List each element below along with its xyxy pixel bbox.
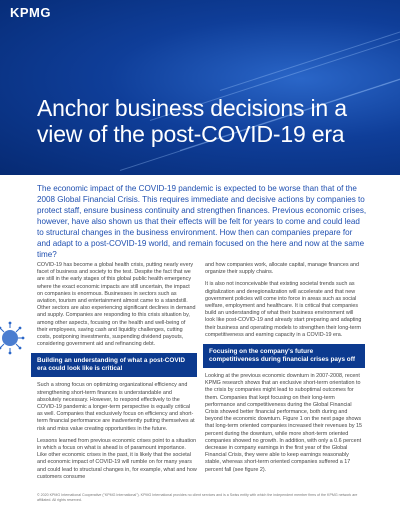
virus-illustration-icon: [0, 318, 32, 358]
right-paragraph-3: Looking at the previous economic downturn in 2007-2008, recent KPMG research shows that an exclusive short-term orientation to the crisis by companies might lead to suboptimal outcomes for them. Companies that kept focusing on their long-term performance and competitiveness during the Global Financial Crisis showed better financial performance, both during and beyond the economic downturn. Figure 1 on the next page shows that long-term oriented companies increased their revenues by 15 percent during the downturn, while more short-term oriented companies showed no growth. In addition, with only a 0.6 percent decrease in company earnings in the first year of the Global Financial Crisis, they were able to keep earnings reasonably stable, whereas short-term oriented companies suffered a 17 percent fall (see figure 2).: [205, 373, 363, 473]
copyright-footer: © 2020 KPMG International Cooperative ("KPMG International"). KPMG International provides no client services and is a Swiss entity with which the independent member firms of the KPMG network are affiliated. All rights reserved.: [37, 493, 358, 502]
right-paragraph-2: It is also not inconceivable that existing societal trends such as digitalization and deregionalization will accelerate and that new government policies will come into force in areas such as social welfare, employment and healthcare. It is critical that companies build an understanding of what their business environment will look like post-COVID-19 and already start preparing and adapting their business and operating models to strengthen their long-term competitiveness and earning capacity in a COVID-19 era.: [205, 281, 362, 338]
left-paragraph-3: Lessons learned from previous economic crises point to a situation in which a focus on what is ahead is of paramount importance. Like other economic crises in the past, it is likely that the societal and economic impact of COVID-19 will rumble on for many years and could lead to structural changes in, for example, what and how customers consume: [37, 437, 197, 480]
left-paragraph-2: Such a strong focus on optimizing organizational efficiency and strengthening short-term finances is understandable and absolutely necessary. However, to respond effectively to the COVID-19 pandemic a longer-term perspective is equally critical as well. Companies that exclusively focus on efficiency and short-term financial performance are inadvertently putting themselves at risk and miss value creating opportunities in the future.: [37, 382, 195, 432]
left-column: [37, 262, 197, 486]
hero-banner: [0, 0, 400, 175]
right-column: [205, 262, 363, 479]
right-callout-heading: Focusing on the company's future competitiveness during financial crises pays off: [203, 344, 365, 368]
intro-paragraph: The economic impact of the COVID-19 pandemic is expected to be worse than that of the 2008 Global Financial Crisis. This requires immediate and decisive actions by companies to protect staff, ensure business continuity and strengthen finances. Previous economic crises, however, have also shown us that their effects will be felt for years to come and could lead to structural changes in the business environment. How then can companies prepare for and adapt to a post-COVID-19 world, and remain focused on the here and now at the same time?: [37, 184, 367, 259]
left-paragraph-1: COVID-19 has become a global health crisis, putting nearly every facet of business and society to the test. Despite the fact that we are still in the early stages of this global public health emergency where the exact economic impacts are still uncertain, the impact on companies is enormous. Businesses in sectors such as aviation, tourism and entertainment almost came to a standstill. Other sectors are also experiencing significant declines in demand and supply. Companies are responding to this crisis situation by, among other aspects, focusing on the health and well-being of their employees, saving cash and liquidity challenges, cutting costs, postponing investments, suspending dividend payouts, considering government aid and refinancing debt.: [37, 262, 196, 348]
kpmg-logo: KPMG: [10, 5, 51, 20]
left-callout-heading: Building an understanding of what a post-COVID era could look like is critical: [31, 353, 197, 377]
right-paragraph-1: and how companies work, allocate capital, manage finances and organize their supply chains.: [205, 262, 360, 276]
page-title: Anchor business decisions in a view of the post-COVID-19 era: [37, 95, 347, 147]
